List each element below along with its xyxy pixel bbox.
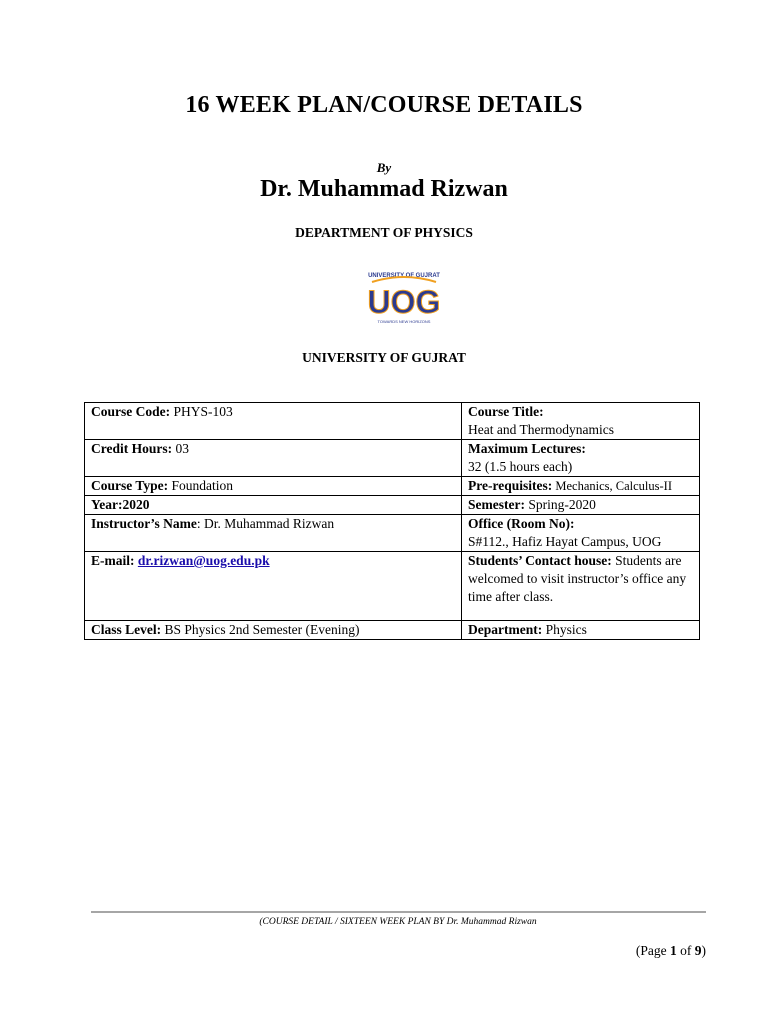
course-title-value: Heat and Thermodynamics	[468, 422, 614, 437]
course-title-cell	[462, 403, 700, 440]
semester-cell	[462, 496, 700, 515]
prerequisites-value: Mechanics, Calculus-II	[552, 479, 672, 493]
department-cell	[462, 621, 700, 640]
office-cell	[462, 515, 700, 552]
page-current: 1	[670, 943, 677, 958]
contact-hours-cell	[462, 552, 700, 621]
year-cell	[85, 496, 462, 515]
author-name: Dr. Muhammad Rizwan	[260, 176, 508, 202]
class-level-value: BS Physics 2nd Semester (Evening)	[161, 622, 360, 637]
document-title: 16 WEEK PLAN/COURSE DETAILS	[185, 92, 583, 118]
table-row	[85, 477, 700, 496]
department-label: Department:	[468, 622, 543, 637]
credit-hours-label: Credit Hours:	[91, 441, 173, 456]
table-row	[85, 552, 700, 621]
page-of: of	[676, 943, 695, 958]
footer-text: (COURSE DETAIL / SIXTEEN WEEK PLAN BY Dr. Muhammad Rizwan	[259, 917, 537, 927]
page-total: 9	[694, 943, 702, 958]
email-link[interactable]: dr.rizwan@uog.edu.pk	[137, 553, 270, 568]
table-row	[85, 440, 700, 477]
max-lectures-value: 32 (1.5 hours each)	[468, 459, 573, 474]
department-value: Physics	[542, 622, 587, 637]
uog-logo	[362, 268, 446, 330]
contact-hours-label: Students’ Contact house:	[468, 553, 612, 568]
max-lectures-label: Maximum Lectures:	[468, 441, 586, 456]
credit-hours-cell	[85, 440, 462, 477]
course-details-table	[84, 402, 700, 640]
logo-letters: UOG	[367, 284, 441, 320]
footer-divider	[91, 911, 706, 913]
semester-label: Semester:	[468, 497, 525, 512]
table-row	[85, 496, 700, 515]
department-heading: DEPARTMENT OF PHYSICS	[295, 225, 473, 240]
instructor-value: : Dr. Muhammad Rizwan	[196, 516, 335, 531]
course-code-value: PHYS-103	[170, 404, 233, 419]
email-label: E-mail:	[91, 553, 135, 568]
semester-value: Spring-2020	[524, 497, 596, 512]
table-row	[85, 403, 700, 440]
table-row	[85, 515, 700, 552]
course-type-label: Course Type:	[91, 478, 169, 493]
max-lectures-cell	[462, 440, 700, 477]
contact-hours-value: Students are welcomed to visit instructor’s office any time after class.	[468, 553, 687, 604]
table-row	[85, 621, 700, 640]
prerequisites-label: Pre-requisites:	[468, 478, 553, 493]
year-label: Year:2020	[91, 497, 150, 512]
course-code-label: Course Code:	[91, 404, 171, 419]
email-cell	[85, 552, 462, 621]
page-suffix: )	[701, 943, 706, 958]
prerequisites-cell	[462, 477, 700, 496]
logo-top-text: UNIVERSITY OF GUJRAT	[368, 273, 440, 279]
logo-tagline: TOWARDS NEW HORIZONS	[377, 319, 431, 324]
course-type-value: Foundation	[168, 478, 234, 493]
page-number	[636, 943, 706, 959]
office-label: Office (Room No):	[468, 516, 575, 531]
by-label: By	[376, 160, 392, 175]
course-code-cell	[85, 403, 462, 440]
instructor-cell	[85, 515, 462, 552]
credit-hours-value: 03	[172, 441, 189, 456]
class-level-cell	[85, 621, 462, 640]
course-title-label: Course Title:	[468, 404, 544, 419]
course-type-cell	[85, 477, 462, 496]
class-level-label: Class Level:	[91, 622, 162, 637]
page-prefix: (Page	[635, 943, 670, 958]
university-heading: UNIVERSITY OF GUJRAT	[302, 350, 466, 365]
office-value: S#112., Hafiz Hayat Campus, UOG	[468, 534, 662, 549]
instructor-label: Instructor’s Name	[91, 516, 197, 531]
